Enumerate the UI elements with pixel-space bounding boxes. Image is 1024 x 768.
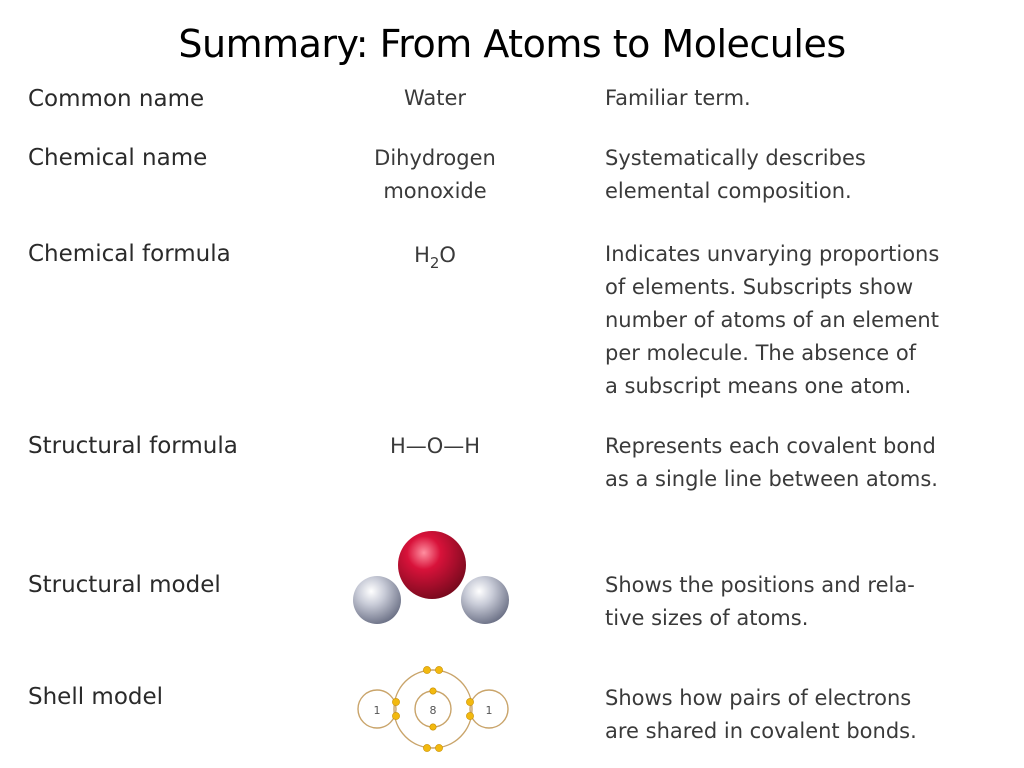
description-line: as a single line between atoms.	[605, 467, 938, 491]
shell-number-center: 8	[429, 704, 437, 717]
row-label-structural-formula: Structural formula	[28, 433, 238, 459]
shell-model-diagram	[355, 662, 515, 757]
description-line: Shows the positions and rela-	[605, 573, 915, 597]
structural-formula-value: H—O—H	[389, 434, 481, 458]
chemical-name-line: monoxide	[383, 179, 487, 203]
chemical-formula-description	[605, 238, 939, 403]
electron	[466, 698, 473, 705]
electron	[423, 744, 430, 751]
description-line: of elements. Subscripts show	[605, 275, 914, 299]
description-line: are shared in covalent bonds.	[605, 719, 917, 743]
row-label-chemical-name: Chemical name	[28, 145, 208, 171]
description-line: elemental composition.	[605, 179, 852, 203]
description-line: tive sizes of atoms.	[605, 606, 809, 630]
formula-subscript: 2	[429, 254, 440, 272]
electron	[430, 688, 436, 694]
common-name-description	[605, 82, 751, 115]
description-line: per molecule. The absence of	[605, 341, 917, 365]
structural-formula-description	[605, 430, 938, 496]
common-name-value: Water	[403, 86, 467, 110]
row-label-shell-model: Shell model	[28, 684, 164, 710]
row-label-structural-model: Structural model	[28, 572, 221, 598]
description-line: Indicates unvarying proportions	[605, 242, 940, 266]
description-line: Represents each covalent bond	[605, 434, 936, 458]
electron	[430, 724, 436, 730]
description-line: Familiar term.	[605, 86, 751, 110]
electron	[392, 712, 399, 719]
shell-number-left: 1	[373, 704, 381, 717]
row-label-common-name: Common name	[28, 86, 205, 112]
description-line: Shows how pairs of electrons	[605, 686, 912, 710]
structural-model-description	[605, 569, 915, 635]
chemical-name-value	[330, 142, 540, 208]
hydrogen-atom-left	[353, 576, 401, 624]
electron	[392, 698, 399, 705]
description-line: a subscript means one atom.	[605, 374, 912, 398]
chemical-name-description	[605, 142, 866, 208]
chemical-name-line: Dihydrogen	[374, 146, 496, 170]
electron	[435, 744, 442, 751]
formula-element-o: O	[439, 243, 456, 267]
electron	[435, 666, 442, 673]
slide-title: Summary: From Atoms to Molecules	[178, 22, 846, 66]
oxygen-atom	[398, 531, 466, 599]
electron	[423, 666, 430, 673]
electron	[466, 712, 473, 719]
chemical-formula-value	[330, 239, 540, 280]
description-line: number of atoms of an element	[605, 308, 939, 332]
shell-model-description	[605, 682, 917, 748]
formula-element-h: H	[414, 243, 430, 267]
description-line: Systematically describes	[605, 146, 866, 170]
row-label-chemical-formula: Chemical formula	[28, 241, 231, 267]
hydrogen-atom-right	[461, 576, 509, 624]
shell-number-right: 1	[485, 704, 493, 717]
water-molecule-model	[345, 525, 520, 635]
